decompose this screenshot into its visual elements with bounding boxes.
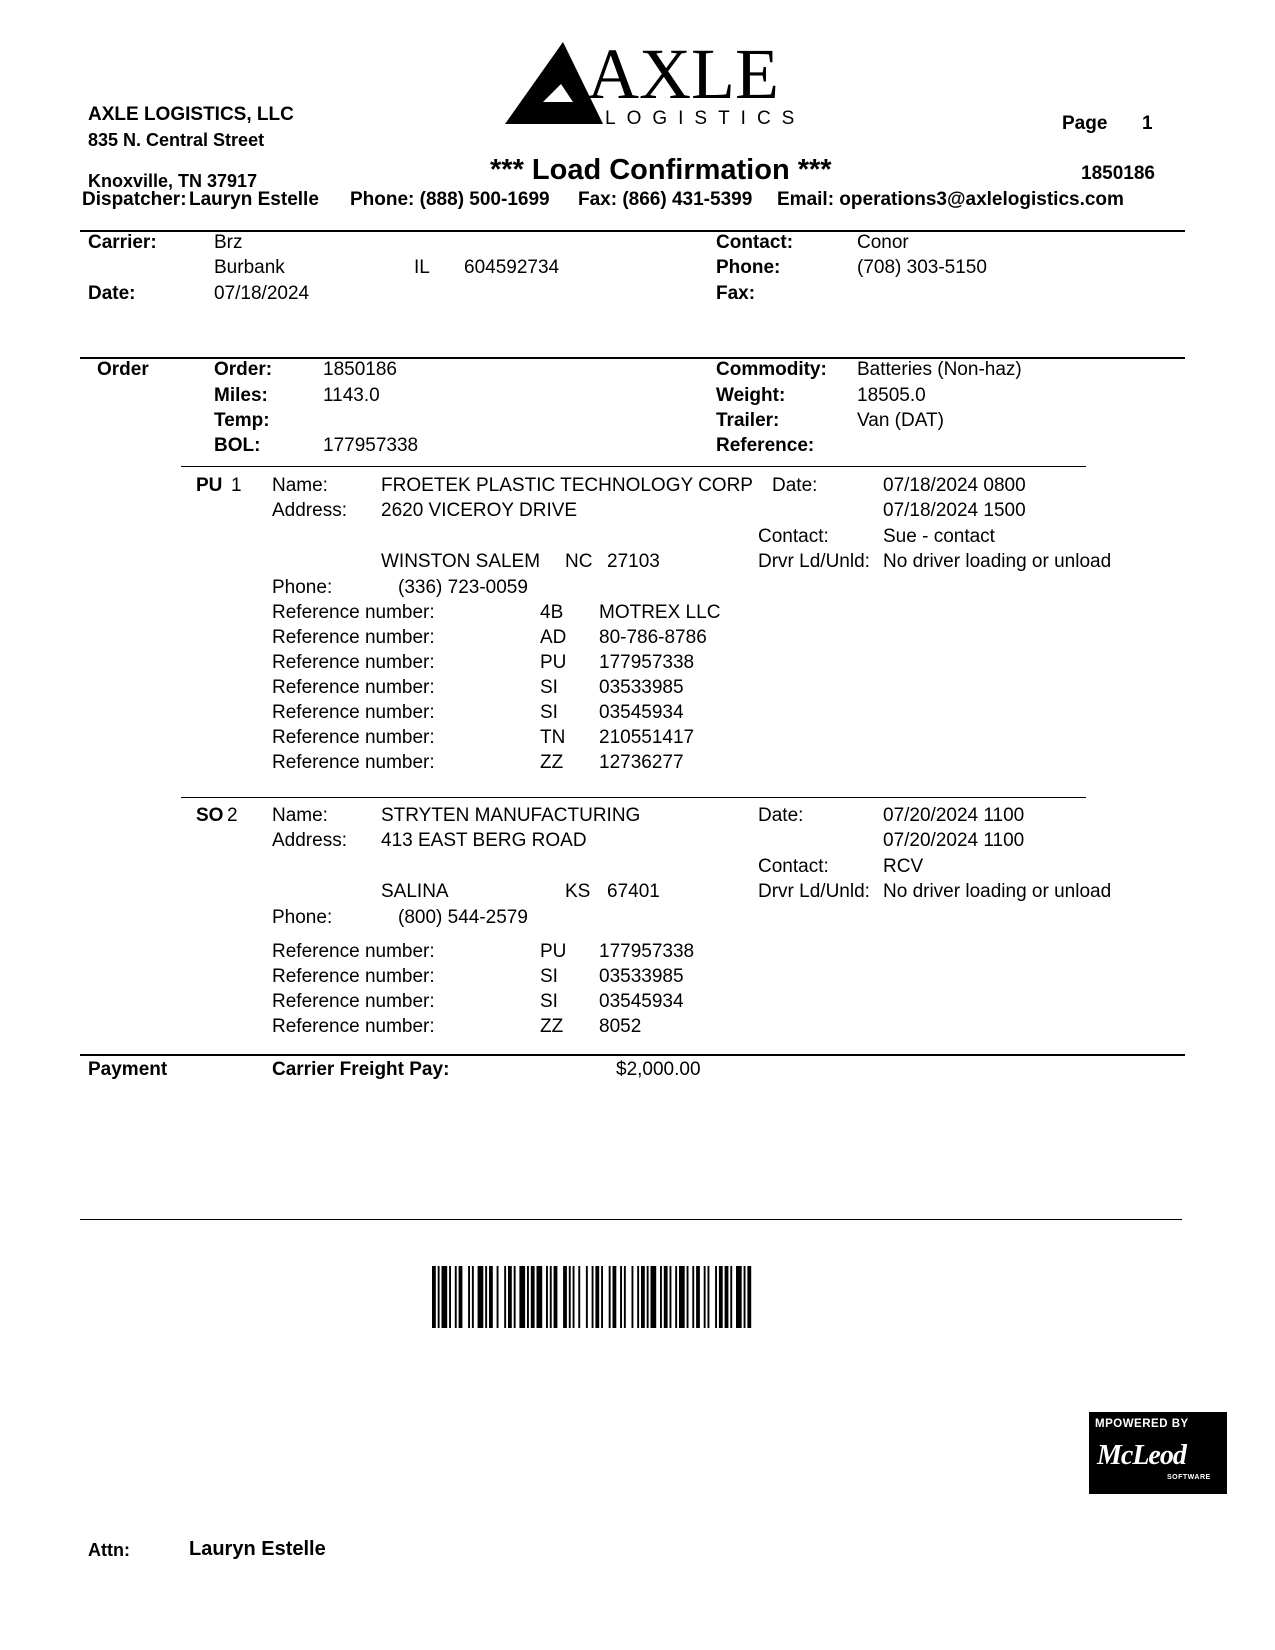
stop2-drvr: No driver loading or unload [883,881,1112,902]
ref-label: Reference number: [272,1016,435,1037]
barcode-bar [675,1266,677,1328]
barcode-bar [478,1266,484,1328]
barcode-bar [563,1266,567,1328]
load-number: 1850186 [1081,163,1155,184]
carrier-fax-label: Fax: [716,283,756,304]
ref-label: Reference number: [272,702,435,723]
divider-payment [80,1054,1185,1056]
stop1-address: 2620 VICEROY DRIVE [381,500,578,521]
ref-value: 177957338 [599,652,695,673]
commodity-value: Batteries (Non-haz) [857,359,1022,380]
freight-pay-amount: $2,000.00 [616,1059,701,1080]
stop1-drvr: No driver loading or unload [883,551,1112,572]
stop1-date1: 07/18/2024 0800 [883,475,1026,496]
stop2-date1: 07/20/2024 1100 [883,805,1025,826]
barcode-bar [519,1266,525,1328]
ref-label: Reference number: [272,652,435,673]
stop1-state: NC [565,551,593,572]
barcode-bar [730,1266,732,1328]
barcode-bar [670,1266,672,1328]
ref-label: Reference number: [272,752,435,773]
barcode-bar [592,1266,594,1328]
stop1-address-label: Address: [272,500,347,521]
stop1-city: WINSTON SALEM [381,551,541,572]
barcode-bar [531,1266,535,1328]
ref-code: PU [540,941,567,962]
ref-label: Reference number: [272,727,435,748]
barcode-bar [744,1266,746,1328]
barcode-bar [432,1266,436,1328]
barcode-bar [704,1266,706,1328]
barcode-bar [679,1266,685,1328]
carrier-phone-label: Phone: [716,257,781,278]
stop1-number: 1 [231,475,242,496]
stop2-state: KS [565,881,591,902]
stop1-date-label: Date: [772,475,818,496]
page-title: *** Load Confirmation *** [490,154,832,186]
carrier-label: Carrier: [88,232,157,253]
logo-wordmark: AXLE [587,40,779,114]
ref-code: SI [540,966,558,987]
barcode-bar [472,1266,474,1328]
barcode-bar [468,1266,470,1328]
ref-value: 03545934 [599,702,684,723]
badge-line2: McLeod [1097,1440,1186,1471]
barcode-bar [449,1266,451,1328]
dispatch-phone: Phone: (888) 500-1699 [350,189,550,210]
ref-label: Reference number: [272,991,435,1012]
temp-label: Temp: [214,410,270,431]
trailer-value: Van (DAT) [857,410,944,431]
stop2-name-label: Name: [272,805,328,826]
dispatcher-label: Dispatcher: [82,189,187,210]
barcode-bar [550,1266,552,1328]
axle-logistics-logo [505,40,805,130]
stop2-date2: 07/20/2024 1100 [883,830,1025,851]
divider-stop1 [181,466,1086,467]
ref-value: 03545934 [599,991,684,1012]
ref-value: 03533985 [599,677,684,698]
barcode-bar [595,1266,599,1328]
dispatch-fax: Fax: (866) 431-5399 [578,189,753,210]
barcode-bar [637,1266,639,1328]
barcode-bar [438,1266,440,1328]
company-name: AXLE LOGISTICS, LLC [88,104,294,125]
page-label: Page [1062,113,1108,134]
bol-value: 177957338 [323,435,419,456]
barcode-bar [647,1266,649,1328]
barcode-bar [624,1266,626,1328]
carrier-date: 07/18/2024 [214,283,310,304]
barcode-bar [504,1266,506,1328]
ref-label: Reference number: [272,602,435,623]
barcode-bar [569,1266,571,1328]
stop2-name: STRYTEN MANUFACTURING [381,805,641,826]
commodity-label: Commodity: [716,359,827,380]
carrier-contact-label: Contact: [716,232,794,253]
company-city: Knoxville, TN 37917 [88,171,258,191]
stop2-contact-label: Contact: [758,856,829,877]
order-section-label: Order [97,359,149,380]
stop1-drvr-label: Drvr Ld/Unld: [758,551,870,572]
stop1-phone: (336) 723-0059 [398,577,528,598]
barcode-bar [708,1266,710,1328]
attn-name: Lauryn Estelle [189,1538,326,1560]
barcode-bar [459,1266,463,1328]
bol-label: BOL: [214,435,261,456]
ref-code: ZZ [540,1016,564,1037]
payment-section-label: Payment [88,1059,168,1080]
barcode-bar [578,1266,580,1328]
barcode-bar [527,1266,529,1328]
barcode-bar [586,1266,588,1328]
barcode-bar [620,1266,622,1328]
barcode-bar [485,1266,487,1328]
ref-code: AD [540,627,567,648]
stop1-contact: Sue - contact [883,526,995,547]
ref-value: 80-786-8786 [599,627,707,648]
stop2-type: SO [196,805,224,826]
barcode-bar [736,1266,742,1328]
stop2-phone: (800) 544-2579 [398,907,528,928]
barcode-bar [546,1266,548,1328]
stop2-number: 2 [227,805,238,826]
weight-value: 18505.0 [857,385,926,406]
ref-code: 4B [540,602,564,623]
stop1-phone-label: Phone: [272,577,333,598]
barcode-bar [508,1266,512,1328]
stop2-address-label: Address: [272,830,347,851]
stop1-name: FROETEK PLASTIC TECHNOLOGY CORP [381,475,753,496]
dispatch-email: Email: operations3@axlelogistics.com [777,189,1124,210]
barcode [432,1266,864,1328]
divider-top [80,230,1185,232]
ref-value: 12736277 [599,752,684,773]
ref-code: SI [540,991,558,1012]
barcode-bar [609,1266,611,1328]
stop1-date2: 07/18/2024 1500 [883,500,1026,521]
stop2-contact: RCV [883,856,924,877]
barcode-bar [613,1266,617,1328]
barcode-bar [719,1266,723,1328]
stop2-address: 413 EAST BERG ROAD [381,830,587,851]
barcode-bar [455,1266,457,1328]
barcode-bar [692,1266,694,1328]
barcode-bar [554,1266,558,1328]
stop2-city: SALINA [381,881,449,902]
barcode-bar [696,1266,700,1328]
ref-value: 177957338 [599,941,695,962]
barcode-bar [687,1266,689,1328]
barcode-bar [442,1266,448,1328]
ref-code: SI [540,677,558,698]
miles-value: 1143.0 [323,385,380,406]
carrier-phone: (708) 303-5150 [857,257,987,278]
barcode-bar [725,1266,729,1328]
barcode-bar [497,1266,499,1328]
stop2-phone-label: Phone: [272,907,333,928]
stop1-name-label: Name: [272,475,328,496]
miles-label: Miles: [214,385,268,406]
ref-code: PU [540,652,567,673]
divider-stop2 [181,797,1086,798]
divider-bottom [80,1219,1182,1220]
stop1-contact-label: Contact: [758,526,829,547]
attn-label: Attn: [88,1540,130,1560]
barcode-bar [747,1266,751,1328]
barcode-bar [489,1266,493,1328]
stop1-type: PU [196,475,223,496]
ref-label: Reference number: [272,966,435,987]
logo-subtext: LOGISTICS [605,108,805,129]
stop2-drvr-label: Drvr Ld/Unld: [758,881,870,902]
carrier-contact: Conor [857,232,909,253]
ref-value: MOTREX LLC [599,602,721,623]
barcode-bar [601,1266,603,1328]
mcleod-badge [1089,1412,1227,1494]
ref-label: Reference number: [272,941,435,962]
reference-label: Reference: [716,435,815,456]
carrier-date-label: Date: [88,283,136,304]
barcode-bar [651,1266,657,1328]
carrier-name: Brz [214,232,243,253]
page-number: 1 [1142,113,1153,134]
ref-value: 8052 [599,1016,642,1037]
ref-label: Reference number: [272,677,435,698]
weight-label: Weight: [716,385,786,406]
carrier-state: IL [414,257,430,278]
barcode-bar [641,1266,645,1328]
badge-line3: SOFTWARE [1167,1474,1211,1481]
ref-code: TN [540,727,566,748]
dispatcher-name: Lauryn Estelle [189,189,319,210]
order-number: 1850186 [323,359,397,380]
stop2-zip: 67401 [607,881,660,902]
stop1-zip: 27103 [607,551,660,572]
trailer-label: Trailer: [716,410,780,431]
ref-code: ZZ [540,752,564,773]
barcode-bar [660,1266,662,1328]
barcode-bar [664,1266,668,1328]
freight-pay-label: Carrier Freight Pay: [272,1059,450,1080]
barcode-bar [537,1266,543,1328]
ref-value: 210551417 [599,727,695,748]
stop2-date-label: Date: [758,805,804,826]
order-label: Order: [214,359,273,380]
barcode-bar [632,1266,634,1328]
company-street: 835 N. Central Street [88,130,265,150]
carrier-zip: 604592734 [464,257,560,278]
badge-line1: MPOWERED BY [1095,1418,1189,1430]
barcode-bar [715,1266,717,1328]
barcode-bar [573,1266,575,1328]
carrier-city: Burbank [214,257,285,278]
barcode-bar [514,1266,516,1328]
ref-value: 03533985 [599,966,684,987]
ref-label: Reference number: [272,627,435,648]
ref-code: SI [540,702,558,723]
